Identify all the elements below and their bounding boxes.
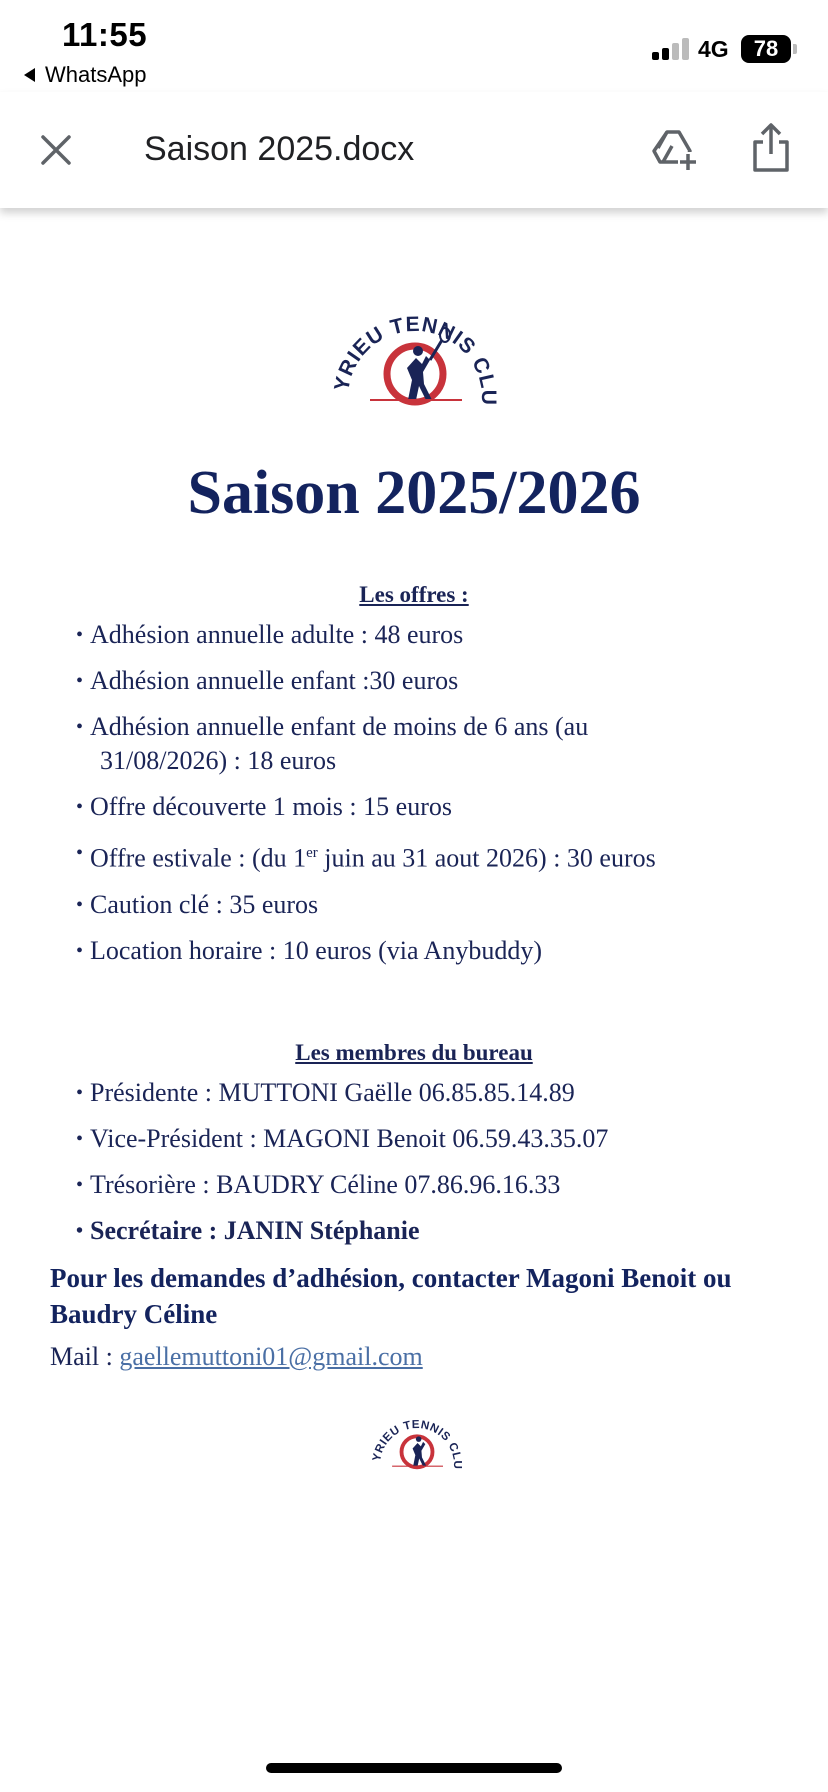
club-logo-small xyxy=(370,1404,464,1482)
share-icon xyxy=(750,122,792,174)
svg-text:PEYRIEU TENNIS CLUB: YRIEU TENNIS CLU xyxy=(330,312,500,406)
offer-text-pre: Offre estivale : (du 1 xyxy=(90,843,307,873)
bureau-list xyxy=(76,1076,776,1260)
list-item: • Adhésion annuelle adulte : 48 euros xyxy=(76,618,776,652)
mail-line xyxy=(50,1342,423,1372)
list-item: • Présidente : MUTTONI Gaëlle 06.85.85.14.89 xyxy=(76,1076,776,1110)
club-logo xyxy=(330,288,500,428)
battery-cap xyxy=(793,44,797,54)
battery-icon: 78 xyxy=(741,35,791,63)
viewer-toolbar xyxy=(0,92,828,208)
offer-line-2: 31/08/2026) : 18 euros xyxy=(100,746,337,775)
list-item: • Offre découverte 1 mois : 15 euros xyxy=(76,790,776,824)
offer-text-post: juin au 31 aout 2026) : 30 euros xyxy=(317,843,656,873)
back-app-label: WhatsApp xyxy=(45,62,147,87)
document-page xyxy=(0,208,828,1792)
list-item: • Trésorière : BAUDRY Céline 07.86.96.16.33 xyxy=(76,1168,776,1202)
add-to-drive-icon xyxy=(650,126,698,174)
list-item: • Caution clé : 35 euros xyxy=(76,888,776,922)
close-icon xyxy=(36,130,76,170)
mail-label: Mail : xyxy=(50,1342,120,1371)
offers-list xyxy=(76,618,776,980)
offer-line-1: Adhésion annuelle enfant de moins de 6 ans (au xyxy=(90,712,589,741)
signal-icon xyxy=(652,38,690,60)
add-to-drive-button[interactable] xyxy=(650,126,698,174)
back-arrow-icon xyxy=(24,68,35,82)
svg-text:PEYRIEU TENNIS CLUB: YRIEU TENNIS CLU xyxy=(370,1417,464,1470)
offer-text-sup: er xyxy=(306,845,318,861)
list-item xyxy=(76,836,776,876)
home-indicator[interactable] xyxy=(266,1763,562,1773)
list-item: • Vice-Président : MAGONI Benoit 06.59.43.35.07 xyxy=(76,1122,776,1156)
bureau-heading: Les membres du bureau xyxy=(295,1040,533,1065)
close-button[interactable] xyxy=(36,130,76,170)
season-title: Saison 2025/2026 xyxy=(187,459,641,527)
status-bar xyxy=(0,0,828,92)
network-type: 4G xyxy=(698,36,729,62)
list-item xyxy=(76,710,776,778)
list-item: • Location horaire : 10 euros (via Anybuddy) xyxy=(76,934,776,968)
mail-link[interactable]: gaellemuttoni01@gmail.com xyxy=(119,1342,423,1371)
status-time: 11:55 xyxy=(62,16,148,53)
offers-heading: Les offres : xyxy=(359,582,469,607)
document-title: Saison 2025.docx xyxy=(144,130,415,168)
list-item: • Secrétaire : JANIN Stéphanie xyxy=(76,1214,776,1248)
share-button[interactable] xyxy=(750,122,792,174)
list-item: • Adhésion annuelle enfant :30 euros xyxy=(76,664,776,698)
contact-note: Pour les demandes d’adhésion, contacter Magoni Benoit ou Baudry Céline xyxy=(50,1263,732,1329)
back-to-app-link[interactable] xyxy=(24,62,147,88)
